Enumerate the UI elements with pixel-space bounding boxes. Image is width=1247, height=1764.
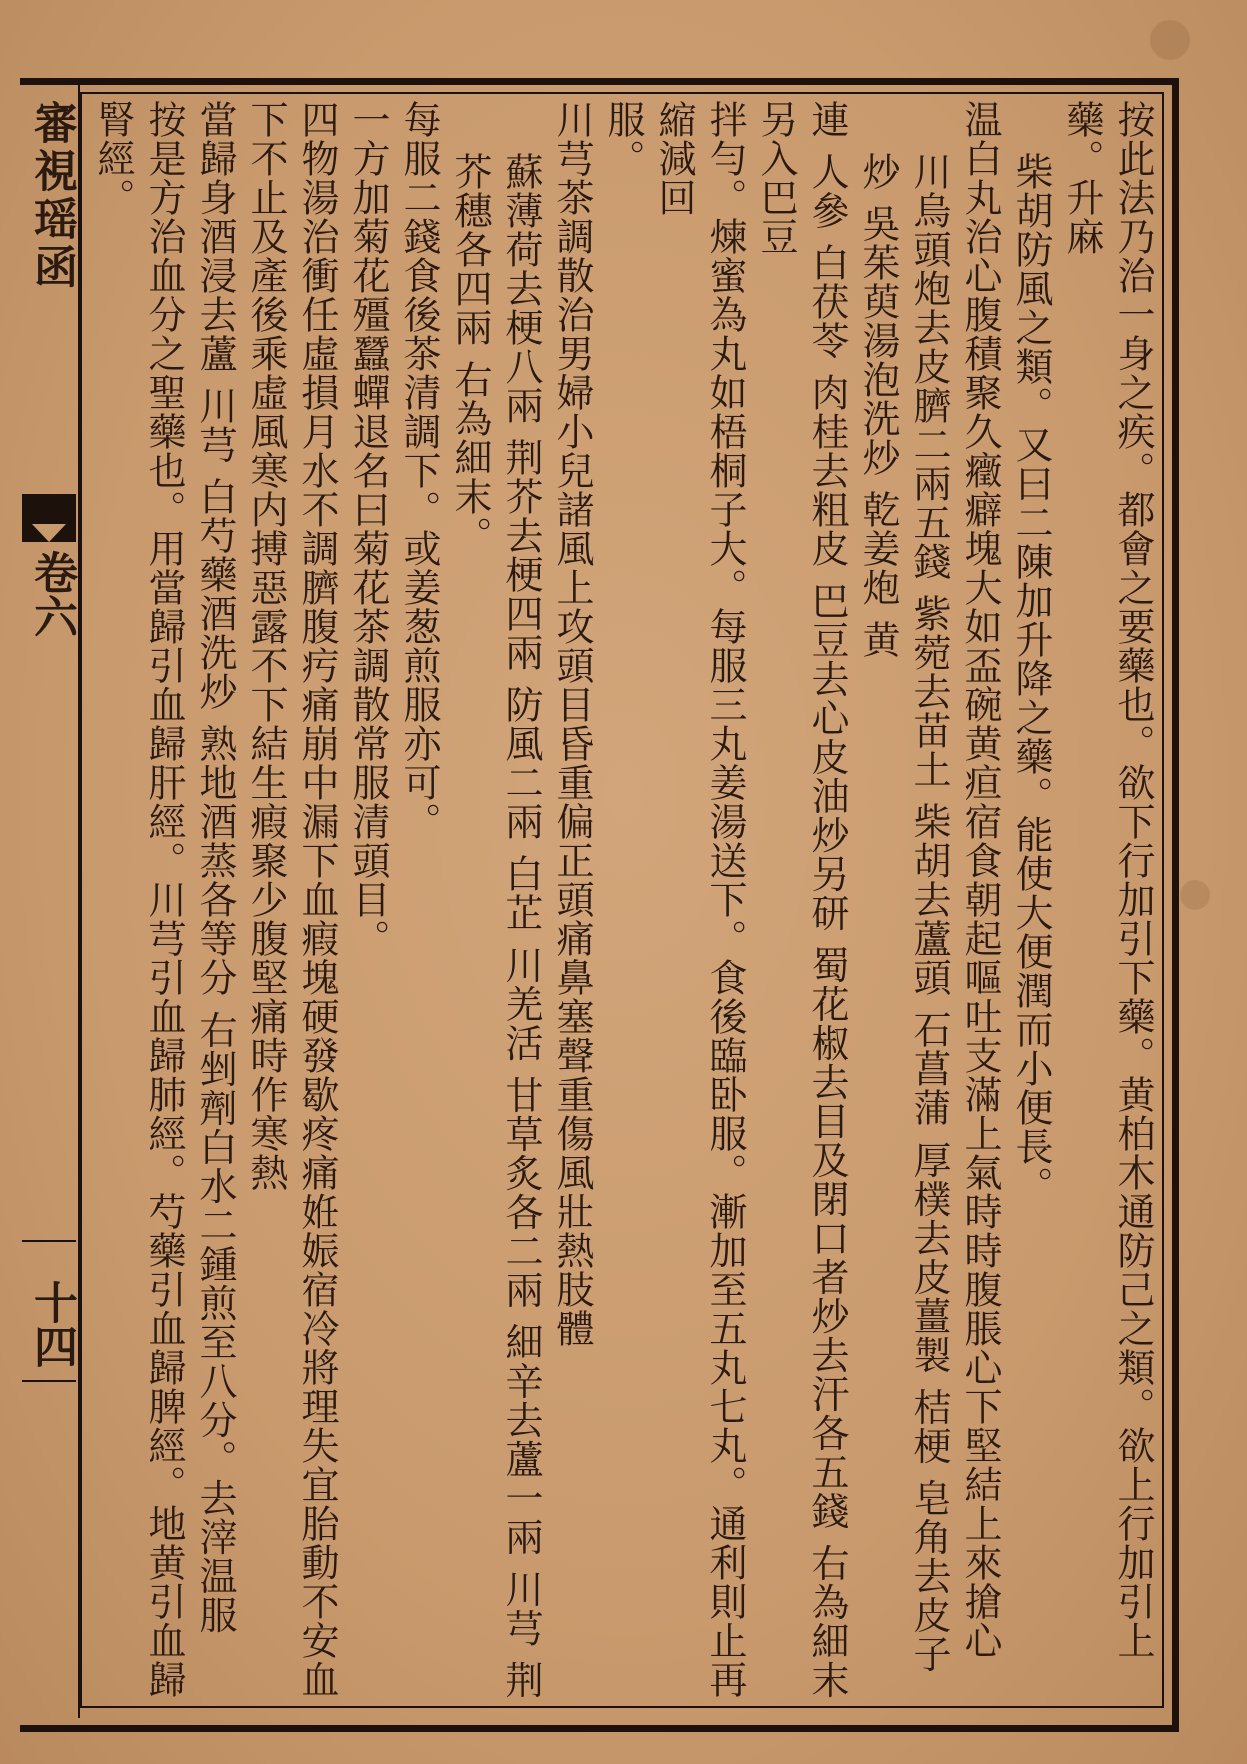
paper-stain <box>1180 880 1210 910</box>
main-text <box>88 100 1158 1700</box>
paper-stain <box>1150 20 1190 60</box>
book-title: 審視瑶函 <box>26 100 77 292</box>
fish-tail-mark <box>22 494 76 542</box>
text-column: 柴胡防風之類。又曰二陳加升降之藥。能使大便潤而小便長。 <box>1009 152 1053 1205</box>
text-column: 服。 <box>601 100 645 178</box>
text-column: 按是方治血分之聖藥也。用當歸引血歸肝經。川芎引血歸肺經。芍藥引血歸脾經。地黄引血歸腎經。 <box>91 100 186 1699</box>
text-column: 川烏頭炮去皮臍二兩五錢 紫菀去苗土 柴胡去蘆頭 石菖蒲 厚樸去皮薑製 桔梗 皂角去皮子炒 吳茱萸湯泡洗炒 乾姜炮 黄 <box>856 152 951 1674</box>
fold-margin <box>20 85 80 1718</box>
volume-label: 卷六 <box>26 550 77 638</box>
page-number: 十四 <box>26 1280 77 1368</box>
text-column: 拌勻。煉蜜為丸如梧桐子大。每服三丸姜湯送下。食後臨卧服。漸加至五丸七丸。通利則止再縮減回 <box>652 100 747 1699</box>
text-column: 川芎茶調散治男婦小兒諸風上攻頭目昏重偏正頭痛鼻塞聲重傷風壯熱肢體 <box>550 100 594 1348</box>
margin-divider <box>22 1240 76 1242</box>
text-column: 連 人參 白茯苓 肉桂去粗皮 巴豆去心皮油炒另研 蜀花椒去目及閉口者炒去汗各五錢 右為細末另入巴豆 <box>754 100 849 1700</box>
margin-divider <box>22 1380 76 1382</box>
text-column: 蘇薄荷去梗八兩 荆芥去梗四兩 防風二兩 白芷 川羌活 甘草炙各二兩 細辛去蘆一兩 川芎 荆芥穗各四兩 右為細末。 <box>448 152 543 1700</box>
text-column: 四物湯治衝任虛損月水不調臍腹㽲痛崩中漏下血瘕塊硬發歇疼痛姙娠宿冷將理失宜胎動不安血下不止及產後乘虛風寒内搏惡露不下結生瘕聚少腹堅痛時作寒熱 <box>244 100 339 1699</box>
text-column: 一方加菊花殭蠶蟬退名曰菊花茶調散常服清頭目。 <box>346 100 390 958</box>
text-column: 當歸身酒浸去蘆 川芎 白芍藥酒洗炒 熟地酒蒸各等分 右剉劑白水二鍾煎至八分。去滓温服 <box>193 100 237 1635</box>
text-column: 按此法乃治一身之疾。都會之要藥也。欲下行加引下藥。黄柏木通防己之類。欲上行加引上藥。升麻 <box>1060 100 1155 1660</box>
text-column: 每服二錢食後茶清調下。或姜葱煎服亦可。 <box>397 100 441 841</box>
text-column: 温白丸治心腹積聚久癥癖塊大如盃碗黄疸宿食朝起嘔吐支滿上氣時時腹脹心下堅結上來搶心 <box>958 100 1002 1660</box>
